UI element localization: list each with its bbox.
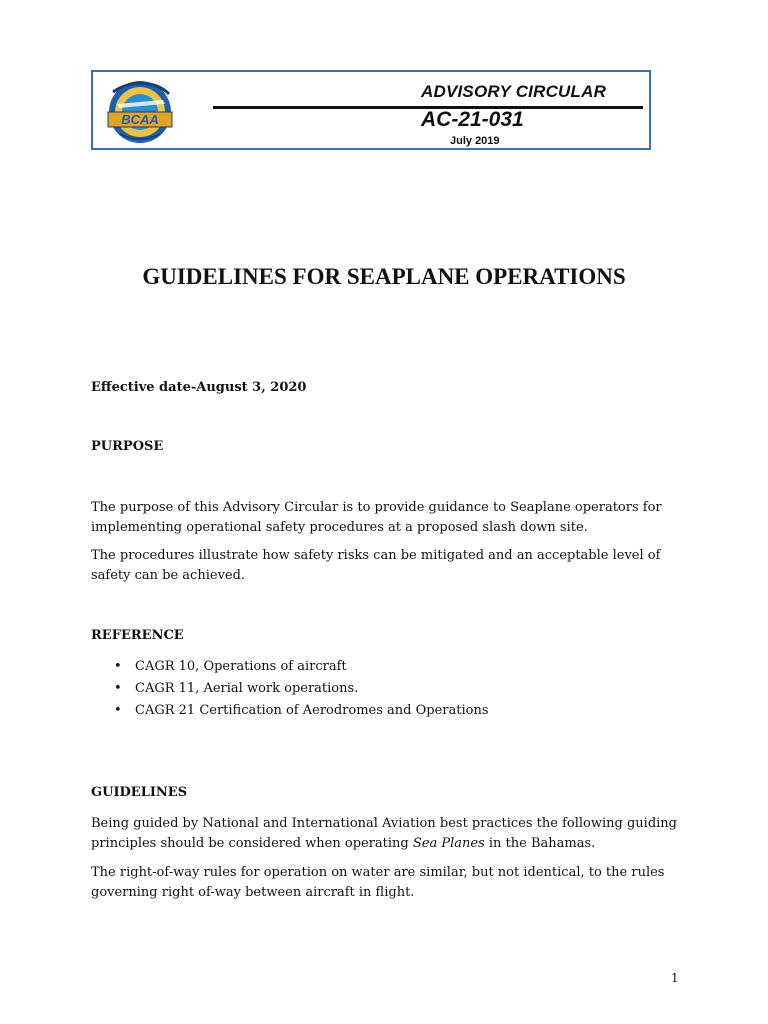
circular-number: AC-21-031	[421, 108, 524, 131]
guidelines-p2-line2: governing right of-way between aircraft in flight.	[91, 885, 415, 900]
reference-item-text: CAGR 11, Aerial work operations.	[135, 681, 359, 696]
guidelines-paragraph-2	[91, 863, 681, 903]
reference-list	[91, 656, 489, 722]
guidelines-p1-line1: Being guided by National and International Aviation best practices the following guiding	[91, 816, 677, 831]
purpose-p1-line1: The purpose of this Advisory Circular is to provide guidance to Seaplane operators for	[91, 500, 662, 515]
purpose-p2-line2: safety can be achieved.	[91, 568, 246, 583]
effective-date: Effective date-August 3, 2020	[91, 380, 307, 395]
reference-item-text: CAGR 10, Operations of aircraft	[135, 659, 347, 674]
svg-text:BCAA: BCAA	[121, 112, 159, 127]
page-number: 1	[671, 971, 679, 985]
bcaa-logo	[105, 78, 175, 146]
purpose-p1-line2: implementing operational safety procedures at a proposed slash down site.	[91, 520, 588, 535]
reference-item: • CAGR 11, Aerial work operations.	[114, 681, 359, 696]
purpose-paragraph-2	[91, 546, 681, 586]
reference-item-text: CAGR 21 Certification of Aerodromes and Operations	[135, 703, 489, 718]
guidelines-heading: GUIDELINES	[91, 785, 188, 800]
guidelines-p1-line2	[91, 834, 681, 854]
sea-planes-emphasis: Sea Planes	[412, 836, 485, 851]
guidelines-p1-line2-end: in the Bahamas.	[484, 836, 596, 851]
purpose-heading: PURPOSE	[91, 439, 164, 454]
reference-item: • CAGR 10, Operations of aircraft	[114, 659, 347, 674]
guidelines-p1-line2-start: principles should be considered when operating	[91, 836, 413, 851]
purpose-paragraph-1	[91, 498, 681, 538]
issue-date: July 2019	[450, 135, 500, 147]
header-box	[91, 70, 651, 150]
circular-type: ADVISORY CIRCULAR	[421, 82, 607, 101]
purpose-p2-line1: The procedures illustrate how safety risks can be mitigated and an acceptable level of	[91, 548, 661, 563]
document-title: GUIDELINES FOR SEAPLANE OPERATIONS	[142, 264, 626, 289]
reference-heading: REFERENCE	[91, 628, 184, 643]
guidelines-p2-line1: The right-of-way rules for operation on water are similar, but not identical, to the rules	[91, 865, 665, 880]
guidelines-paragraph-1	[91, 814, 681, 854]
reference-item: • CAGR 21 Certification of Aerodromes and Operations	[114, 703, 489, 718]
